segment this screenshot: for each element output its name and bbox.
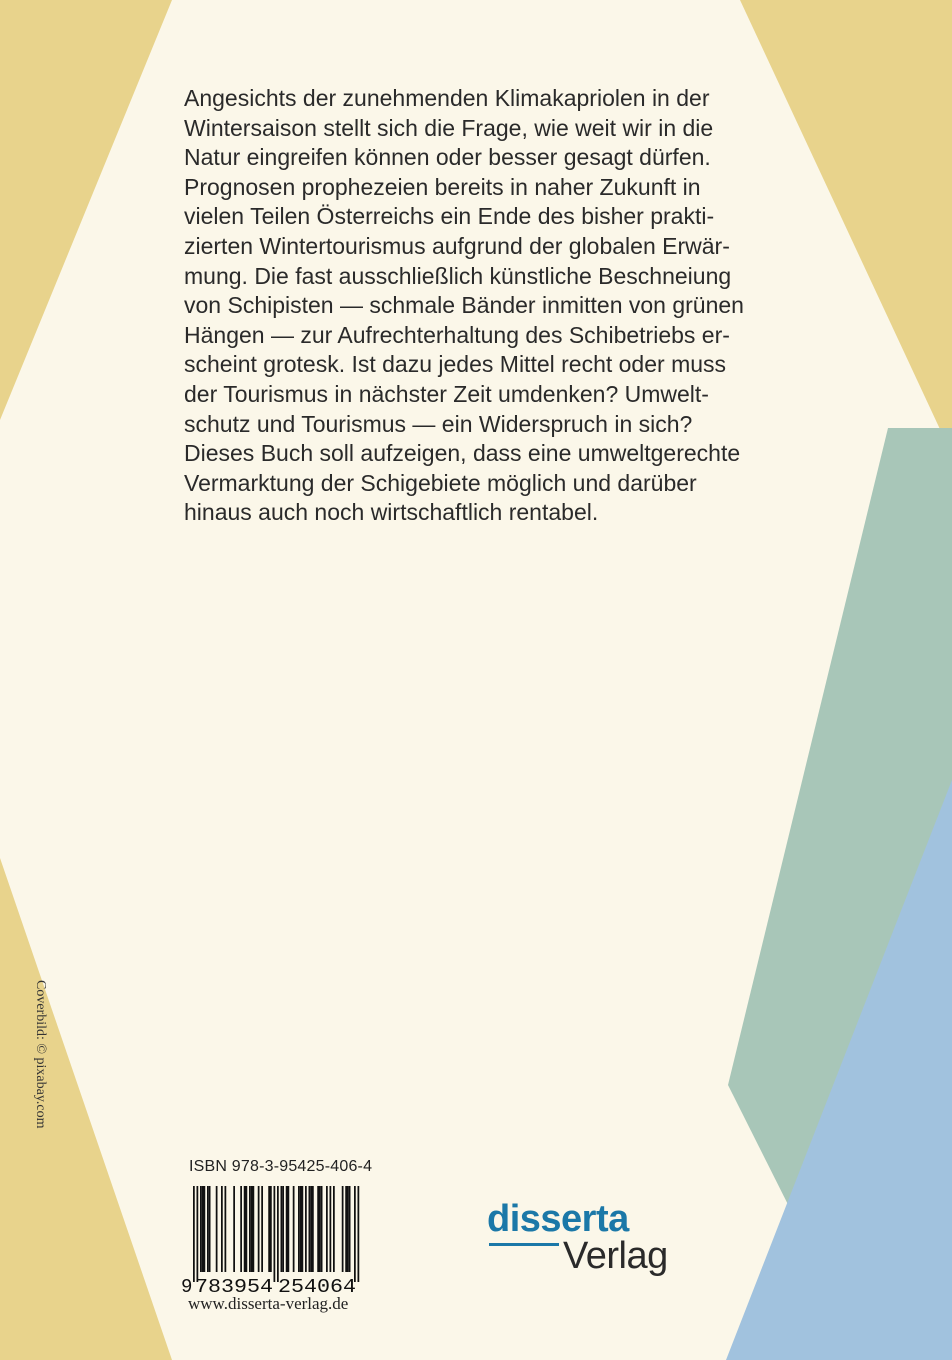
barcode-bar xyxy=(216,1186,218,1272)
barcode-bar xyxy=(253,1186,255,1272)
barcode-bar xyxy=(326,1186,328,1272)
barcode-bar xyxy=(300,1186,302,1272)
barcode-bar xyxy=(270,1186,272,1272)
barcode-bar xyxy=(347,1186,349,1272)
gold-shape-top-left xyxy=(0,0,172,420)
barcode-bar xyxy=(274,1186,276,1282)
blurb-line: der Tourismus in nächster Zeit umdenken? Umwelt- xyxy=(184,380,709,407)
barcode-bar xyxy=(288,1186,290,1272)
isbn-barcode xyxy=(181,1186,365,1296)
barcode-bar xyxy=(277,1186,279,1282)
barcode-bar xyxy=(349,1186,351,1272)
barcode-bar xyxy=(221,1186,223,1272)
barcode-bar xyxy=(321,1186,323,1272)
publisher-website: www.disserta-verlag.de xyxy=(188,1294,349,1313)
blurb-line: scheint grotesk. Ist dazu jedes Mittel recht oder muss xyxy=(184,351,727,378)
barcode-first-digit: 9 xyxy=(181,1276,193,1296)
barcode-bar xyxy=(302,1186,304,1272)
cover-image-credit: Coverbild: © pixabay.com xyxy=(33,980,48,1129)
barcode-bar xyxy=(319,1186,321,1272)
blurb-line: hinaus auch noch wirtschaftlich rentabel. xyxy=(184,499,599,526)
isbn-label: ISBN 978-3-95425-406-4 xyxy=(189,1158,373,1175)
barcode-bar xyxy=(298,1186,300,1272)
barcode-bar xyxy=(240,1186,242,1272)
logo-disserta-text: disserta xyxy=(487,1198,629,1240)
blurb-line: zierten Wintertourismus aufgrund der globalen Erwär- xyxy=(184,232,730,259)
barcode-bar xyxy=(251,1186,253,1272)
barcode-bars xyxy=(193,1186,359,1282)
blurb-line: Prognosen prophezeien bereits in naher Zukunft in xyxy=(184,173,701,200)
barcode-bar xyxy=(200,1186,202,1272)
publisher-logo xyxy=(487,1199,677,1289)
barcode-bar xyxy=(204,1186,206,1272)
barcode-bar xyxy=(207,1186,209,1272)
gold-shape-top-right xyxy=(740,0,952,455)
logo-verlag-text: Verlag xyxy=(563,1235,668,1277)
barcode-bar xyxy=(358,1186,360,1282)
blurb-line: Angesichts der zunehmenden Klimakapriolen in der xyxy=(184,85,710,111)
barcode-bar xyxy=(225,1186,227,1272)
barcode-bar xyxy=(246,1186,248,1272)
blurb-line: schutz und Tourismus — ein Widerspruch in sich? xyxy=(184,410,693,437)
barcode-bar xyxy=(354,1186,356,1282)
barcode-bar xyxy=(342,1186,344,1272)
blurb-line: Natur eingreifen können oder besser gesagt dürfen. xyxy=(184,144,711,171)
barcode-right-digits: 254064 xyxy=(278,1276,356,1296)
barcode-bar xyxy=(345,1186,347,1272)
barcode-bar xyxy=(293,1186,295,1272)
barcode-bar xyxy=(333,1186,335,1272)
gold-shape-bottom-left xyxy=(0,858,172,1360)
barcode-bar xyxy=(286,1186,288,1272)
blurb-line: von Schipisten — schmale Bänder inmitten von grünen xyxy=(184,292,744,319)
blurb-line: vielen Teilen Österreichs ein Ende des bisher prakti- xyxy=(184,203,715,230)
barcode-bar xyxy=(309,1186,311,1272)
barcode-bar xyxy=(193,1186,195,1282)
barcode-bar xyxy=(249,1186,251,1272)
barcode-bar xyxy=(233,1186,235,1272)
blurb-line: mung. Die fast ausschließlich künstliche Beschneiung xyxy=(184,262,732,289)
barcode-bar xyxy=(310,1186,312,1272)
barcode-bar xyxy=(305,1186,307,1272)
barcode-bar xyxy=(330,1186,332,1272)
barcode-bar xyxy=(197,1186,199,1282)
barcode-bar xyxy=(261,1186,263,1272)
logo-underline xyxy=(489,1243,559,1246)
barcode-left-digits: 783954 xyxy=(195,1276,273,1296)
barcode-bar xyxy=(258,1186,260,1272)
barcode-bar xyxy=(244,1186,246,1272)
barcode-bar xyxy=(312,1186,314,1272)
blurb-line: Hängen — zur Aufrechterhaltung des Schibetriebs er- xyxy=(184,321,730,348)
barcode-bar xyxy=(202,1186,204,1272)
barcode-bar xyxy=(209,1186,211,1272)
blurb-line: Vermarktung der Schigebiete möglich und darüber xyxy=(184,469,697,496)
barcode-bar xyxy=(282,1186,284,1272)
blurb-line: Wintersaison stellt sich die Frage, wie weit wir in die xyxy=(184,114,714,141)
blurb-line: Dieses Buch soll aufzeigen, dass eine umweltgerechte xyxy=(184,440,741,467)
barcode-bar xyxy=(281,1186,283,1272)
barcode-bar xyxy=(268,1186,270,1272)
blurb-text xyxy=(184,84,758,528)
barcode-bar xyxy=(317,1186,319,1272)
